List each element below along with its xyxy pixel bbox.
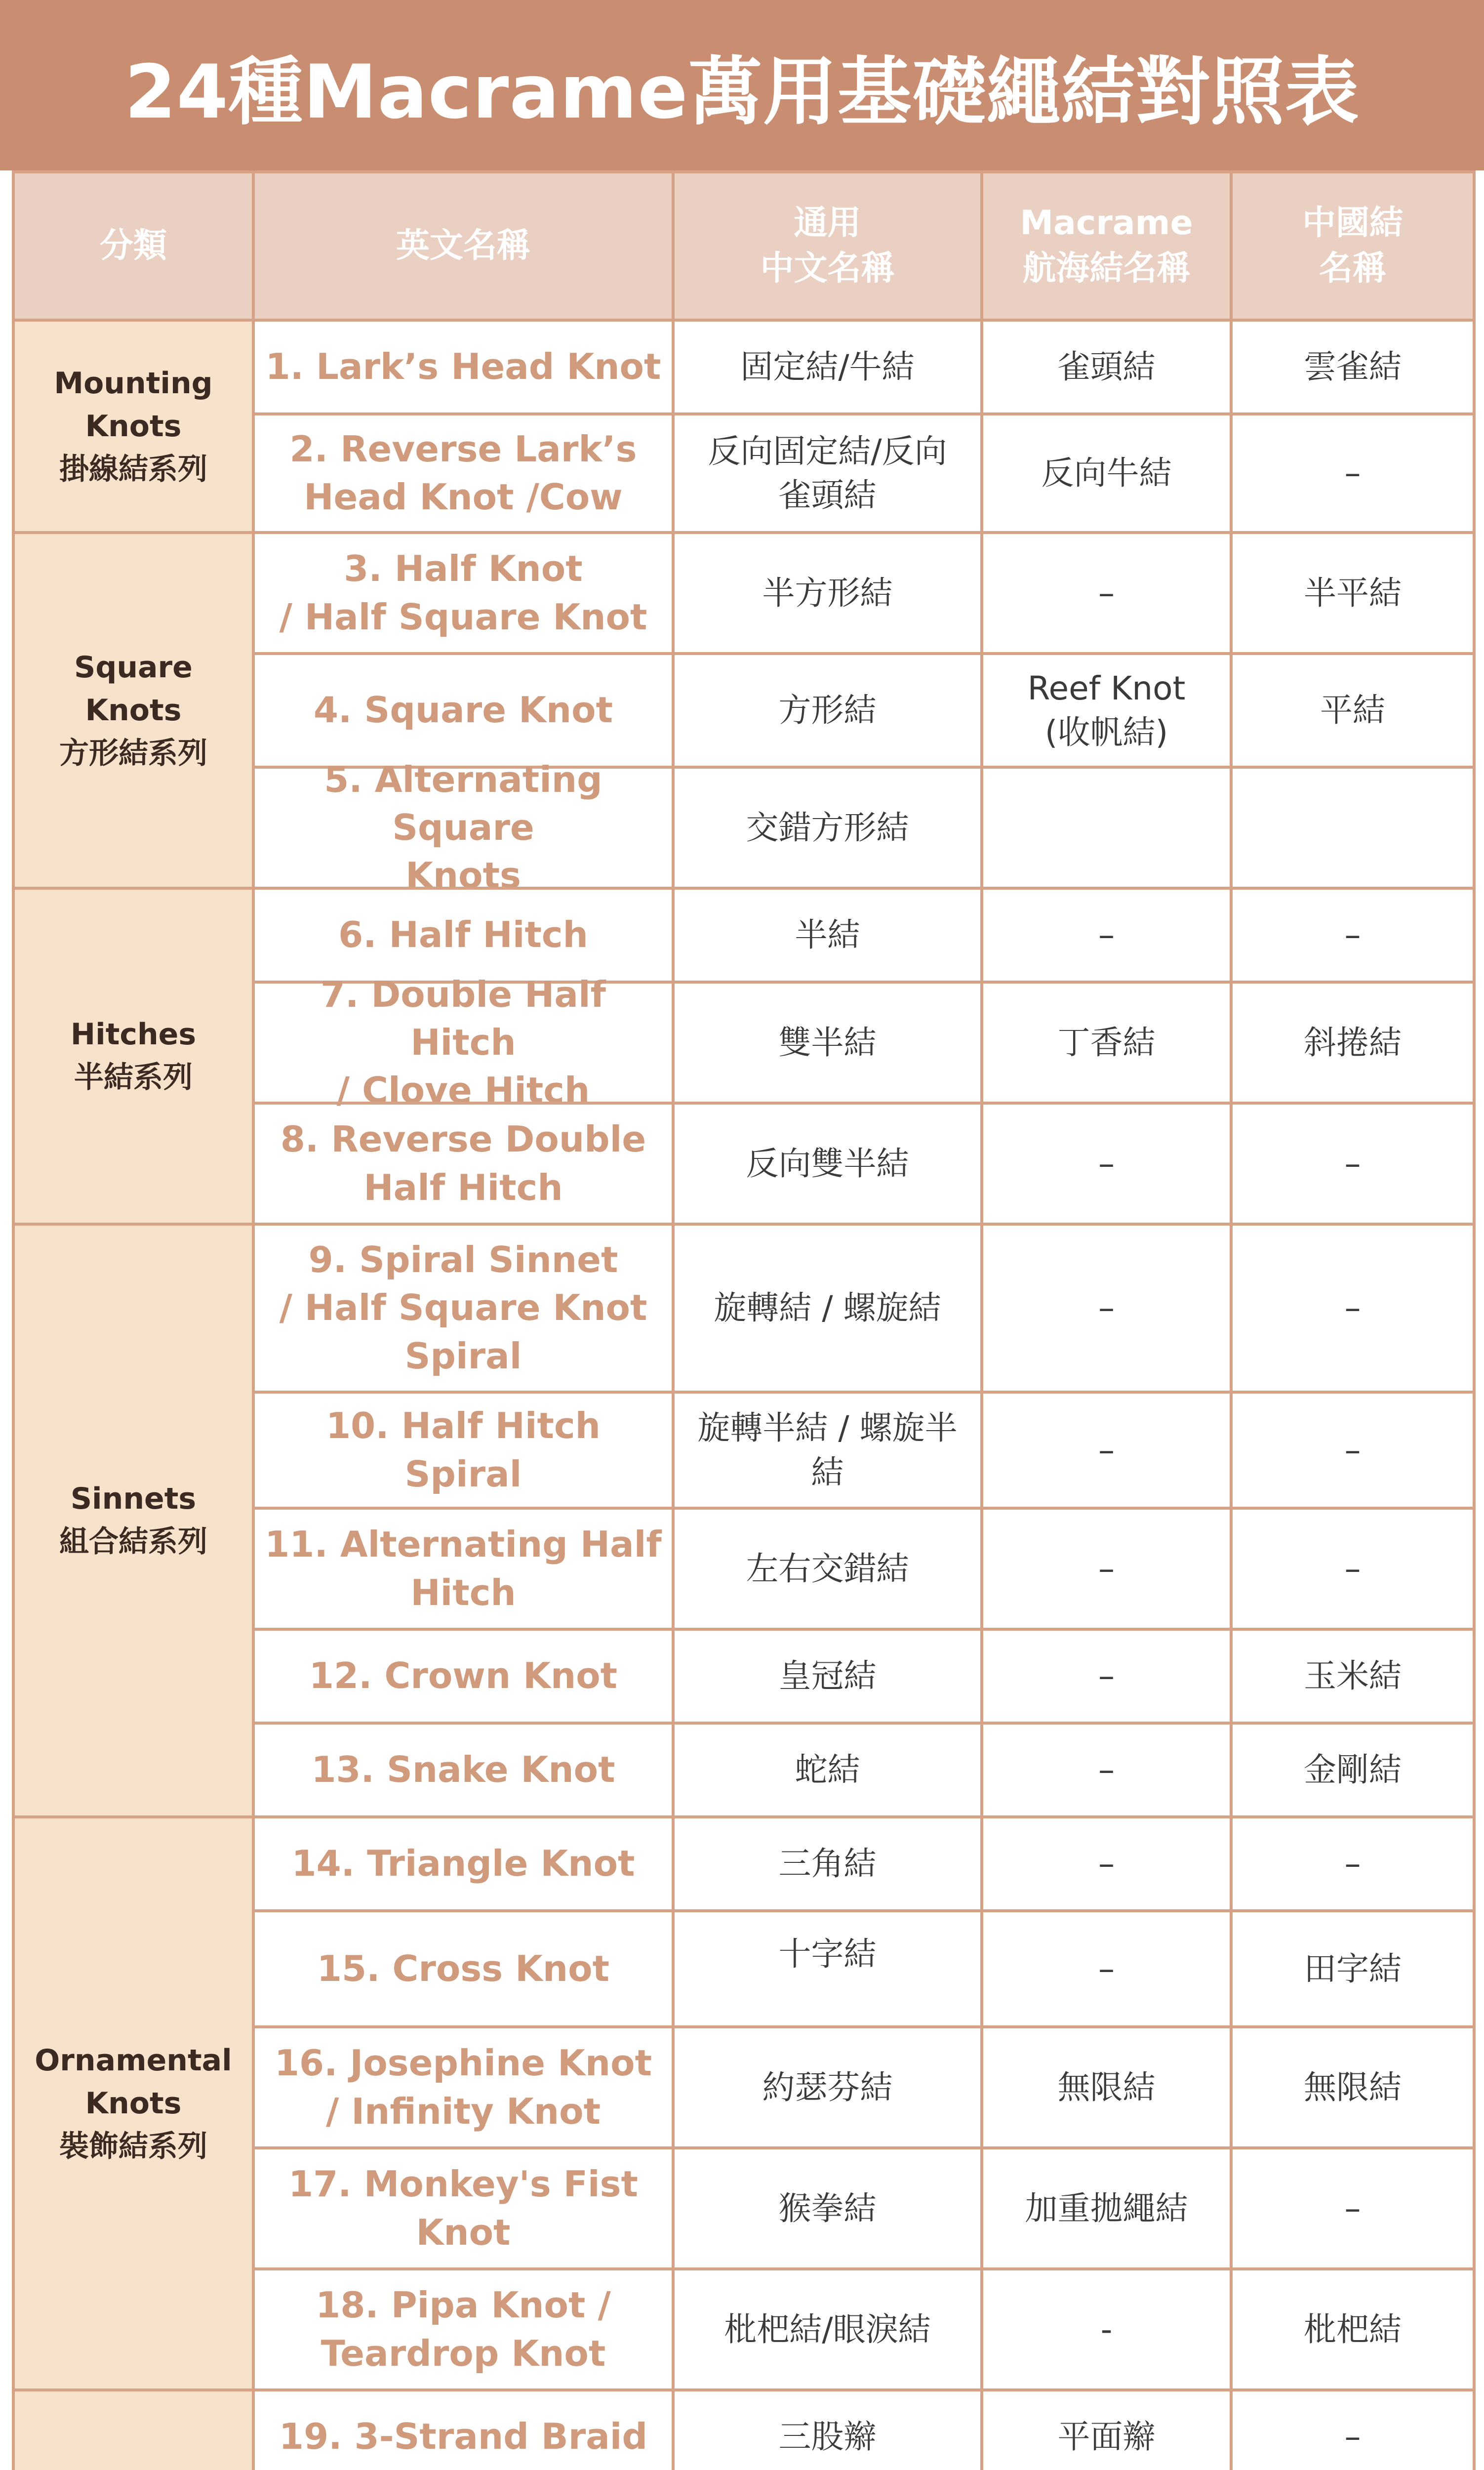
row-16-english-name: 16. Josephine Knot / Infinity Knot bbox=[255, 2025, 675, 2146]
row-5-chinese-knot-name bbox=[1233, 766, 1476, 887]
row-17-english-name: 17. Monkey's Fist Knot bbox=[255, 2146, 675, 2267]
row-16-nautical-name: 無限結 bbox=[983, 2025, 1233, 2146]
row-18-english-name: 18. Pipa Knot / Teardrop Knot bbox=[255, 2267, 675, 2388]
category-braids bbox=[15, 2388, 255, 2470]
row-5-english-name: 5. Alternating Square Knots bbox=[255, 766, 675, 887]
row-8-common-chinese-name: 反向雙半結 bbox=[675, 1102, 983, 1223]
row-13-english-name: 13. Snake Knot bbox=[255, 1722, 675, 1815]
row-9-english-name: 9. Spiral Sinnet / Half Square Knot Spiral bbox=[255, 1223, 675, 1391]
knot-comparison-table bbox=[12, 170, 1473, 2470]
row-10-chinese-knot-name: – bbox=[1233, 1391, 1476, 1507]
row-13-chinese-knot-name: 金剛結 bbox=[1233, 1722, 1476, 1815]
row-14-common-chinese-name: 三角結 bbox=[675, 1815, 983, 1909]
row-17-common-chinese-name: 猴拳結 bbox=[675, 2146, 983, 2267]
row-4-chinese-knot-name: 平結 bbox=[1233, 652, 1476, 766]
row-13-common-chinese-name: 蛇結 bbox=[675, 1722, 983, 1815]
category-square-knots: Square Knots 方形結系列 bbox=[15, 531, 255, 887]
row-2-english-name: 2. Reverse Lark’s Head Knot /Cow bbox=[255, 412, 675, 531]
row-8-chinese-knot-name: – bbox=[1233, 1102, 1476, 1223]
row-7-english-name: 7. Double Half Hitch / Clove Hitch bbox=[255, 981, 675, 1102]
row-1-chinese-knot-name: 雲雀結 bbox=[1233, 319, 1476, 412]
category-sinnets: Sinnets 組合結系列 bbox=[15, 1223, 255, 1815]
row-12-chinese-knot-name: 玉米結 bbox=[1233, 1628, 1476, 1722]
header-chinese-knot-name: 中國結 名稱 bbox=[1233, 170, 1476, 319]
row-14-nautical-name: – bbox=[983, 1815, 1233, 1909]
page-title: 24種Macrame萬用基礎繩結對照表 bbox=[0, 0, 1484, 170]
row-9-nautical-name: – bbox=[983, 1223, 1233, 1391]
header-nautical-name: Macrame 航海結名稱 bbox=[983, 170, 1233, 319]
row-15-english-name: 15. Cross Knot bbox=[255, 1909, 675, 2025]
row-14-chinese-knot-name: – bbox=[1233, 1815, 1476, 1909]
row-11-nautical-name: – bbox=[983, 1507, 1233, 1628]
row-17-chinese-knot-name: – bbox=[1233, 2146, 1476, 2267]
row-10-nautical-name: – bbox=[983, 1391, 1233, 1507]
row-19-chinese-knot-name: – bbox=[1233, 2388, 1476, 2470]
row-14-english-name: 14. Triangle Knot bbox=[255, 1815, 675, 1909]
row-10-common-chinese-name: 旋轉半結 / 螺旋半 結 bbox=[675, 1391, 983, 1507]
row-11-english-name: 11. Alternating Half Hitch bbox=[255, 1507, 675, 1628]
row-6-chinese-knot-name: – bbox=[1233, 887, 1476, 981]
row-4-english-name: 4. Square Knot bbox=[255, 652, 675, 766]
row-2-common-chinese-name: 反向固定結/反向 雀頭結 bbox=[675, 412, 983, 531]
category-ornamental-knots: Ornamental Knots 裝飾結系列 bbox=[15, 1815, 255, 2388]
row-8-english-name: 8. Reverse Double Half Hitch bbox=[255, 1102, 675, 1223]
row-16-common-chinese-name: 約瑟芬結 bbox=[675, 2025, 983, 2146]
category-mounting-knots: Mounting Knots 掛線結系列 bbox=[15, 319, 255, 531]
row-3-common-chinese-name: 半方形結 bbox=[675, 531, 983, 652]
row-7-chinese-knot-name: 斜捲結 bbox=[1233, 981, 1476, 1102]
row-3-chinese-knot-name: 半平結 bbox=[1233, 531, 1476, 652]
row-2-nautical-name: 反向牛結 bbox=[983, 412, 1233, 531]
row-15-chinese-knot-name: 田字結 bbox=[1233, 1909, 1476, 2025]
row-10-english-name: 10. Half Hitch Spiral bbox=[255, 1391, 675, 1507]
row-1-english-name: 1. Lark’s Head Knot bbox=[255, 319, 675, 412]
row-6-common-chinese-name: 半結 bbox=[675, 887, 983, 981]
category-hitches: Hitches 半結系列 bbox=[15, 887, 255, 1223]
row-8-nautical-name: – bbox=[983, 1102, 1233, 1223]
row-7-nautical-name: 丁香結 bbox=[983, 981, 1233, 1102]
row-18-common-chinese-name: 枇杷結/眼淚結 bbox=[675, 2267, 983, 2388]
row-6-english-name: 6. Half Hitch bbox=[255, 887, 675, 981]
row-16-chinese-knot-name: 無限結 bbox=[1233, 2025, 1476, 2146]
row-5-nautical-name bbox=[983, 766, 1233, 887]
row-15-nautical-name: – bbox=[983, 1909, 1233, 2025]
row-2-chinese-knot-name: – bbox=[1233, 412, 1476, 531]
header-common-chinese-name: 通用 中文名稱 bbox=[675, 170, 983, 319]
row-18-nautical-name: - bbox=[983, 2267, 1233, 2388]
row-19-english-name: 19. 3-Strand Braid bbox=[255, 2388, 675, 2470]
row-19-nautical-name: 平面辮 bbox=[983, 2388, 1233, 2470]
row-9-common-chinese-name: 旋轉結 / 螺旋結 bbox=[675, 1223, 983, 1391]
row-9-chinese-knot-name: – bbox=[1233, 1223, 1476, 1391]
row-5-common-chinese-name: 交錯方形結 bbox=[675, 766, 983, 887]
row-19-common-chinese-name: 三股辮 bbox=[675, 2388, 983, 2470]
row-12-nautical-name: – bbox=[983, 1628, 1233, 1722]
row-1-common-chinese-name: 固定結/牛結 bbox=[675, 319, 983, 412]
row-6-nautical-name: – bbox=[983, 887, 1233, 981]
row-1-nautical-name: 雀頭結 bbox=[983, 319, 1233, 412]
row-4-nautical-name: Reef Knot (收帆結) bbox=[983, 652, 1233, 766]
row-17-nautical-name: 加重拋繩結 bbox=[983, 2146, 1233, 2267]
row-3-nautical-name: – bbox=[983, 531, 1233, 652]
row-4-common-chinese-name: 方形結 bbox=[675, 652, 983, 766]
row-7-common-chinese-name: 雙半結 bbox=[675, 981, 983, 1102]
row-15-common-chinese-name: 十字結 bbox=[675, 1909, 983, 2025]
row-3-english-name: 3. Half Knot / Half Square Knot bbox=[255, 531, 675, 652]
row-11-common-chinese-name: 左右交錯結 bbox=[675, 1507, 983, 1628]
row-18-chinese-knot-name: 枇杷結 bbox=[1233, 2267, 1476, 2388]
row-11-chinese-knot-name: – bbox=[1233, 1507, 1476, 1628]
header-category: 分類 bbox=[15, 170, 255, 319]
row-12-common-chinese-name: 皇冠結 bbox=[675, 1628, 983, 1722]
header-english-name: 英文名稱 bbox=[255, 170, 675, 319]
row-12-english-name: 12. Crown Knot bbox=[255, 1628, 675, 1722]
row-13-nautical-name: – bbox=[983, 1722, 1233, 1815]
